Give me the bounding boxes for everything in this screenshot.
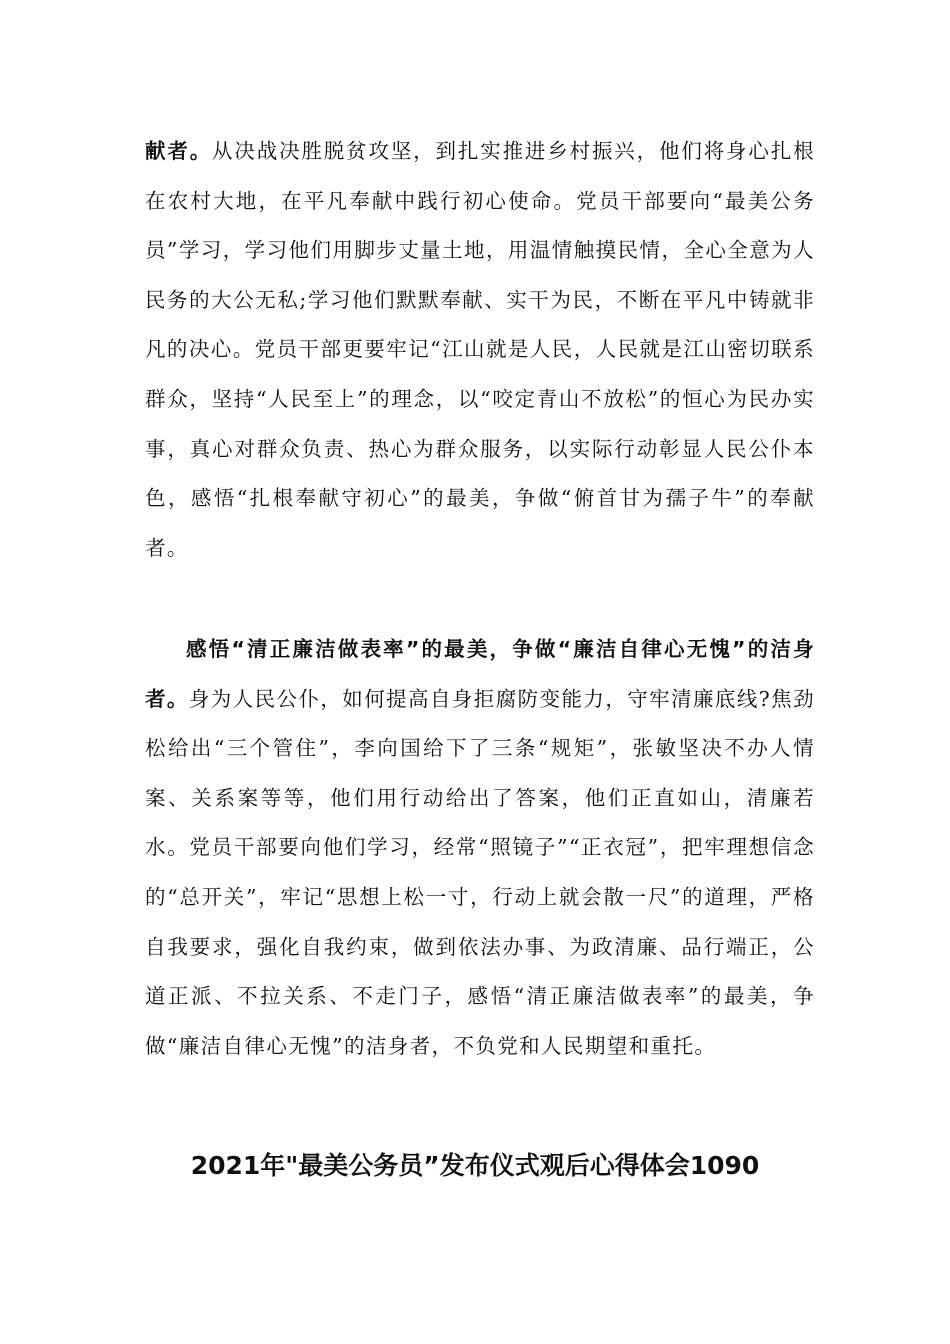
- paragraph-2-text: 身为人民公仆，如何提高自身拒腐防变能力，守牢清廉底线?焦劲松给出“三个管住”，李向国给下了三条“规矩”，张敏坚决不办人情案、关系案等等，他们用行动给出了答案，他们正直如山，清廉若水。党员干部要向他们学习，经常“照镜子”“正衣冠”，把牢理想信念的“总开关”，牢记“思想上松一寸，行动上就会散一尺”的道理，严格自我要求，强化自我约束，做到依法办事、为政清廉、品行端正，公道正派、不拉关系、不走门子，感悟“清正廉洁做表率”的最美，争做“廉洁自律心无愧”的洁身者，不负党和人民期望和重托。: [145, 686, 815, 1058]
- paragraph-1-bold-lead: 献者。: [145, 139, 213, 163]
- paragraph-2: [145, 625, 815, 1071]
- paragraph-2-bold-lead: 感悟“清正廉洁做表率”的最美，争做“廉洁自律心无愧”的洁身者。: [145, 637, 815, 711]
- article-heading: 2021年"最美公务员”发布仪式观后心得体会1090: [190, 1151, 760, 1180]
- paragraph-1-text: 从决战决胜脱贫攻坚，到扎实推进乡村振兴，他们将身心扎根在农村大地，在平凡奉献中践行初心使命。党员干部要向“最美公务员”学习，学习他们用脚步丈量土地，用温情触摸民情，全心全意为人民务的大公无私;学习他们默默奉献、实干为民，不断在平凡中铸就非凡的决心。党员干部更要牢记“江山就是人民，人民就是江山密切联系群众，坚持“人民至上”的理念，以“咬定青山不放松”的恒心为民办实事，真心对群众负责、热心为群众服务，以实际行动彰显人民公仆本色，感悟“扎根奉献守初心”的最美，争做“俯首甘为孺子牛”的奉献者。: [145, 139, 815, 560]
- paragraph-1: [145, 127, 815, 573]
